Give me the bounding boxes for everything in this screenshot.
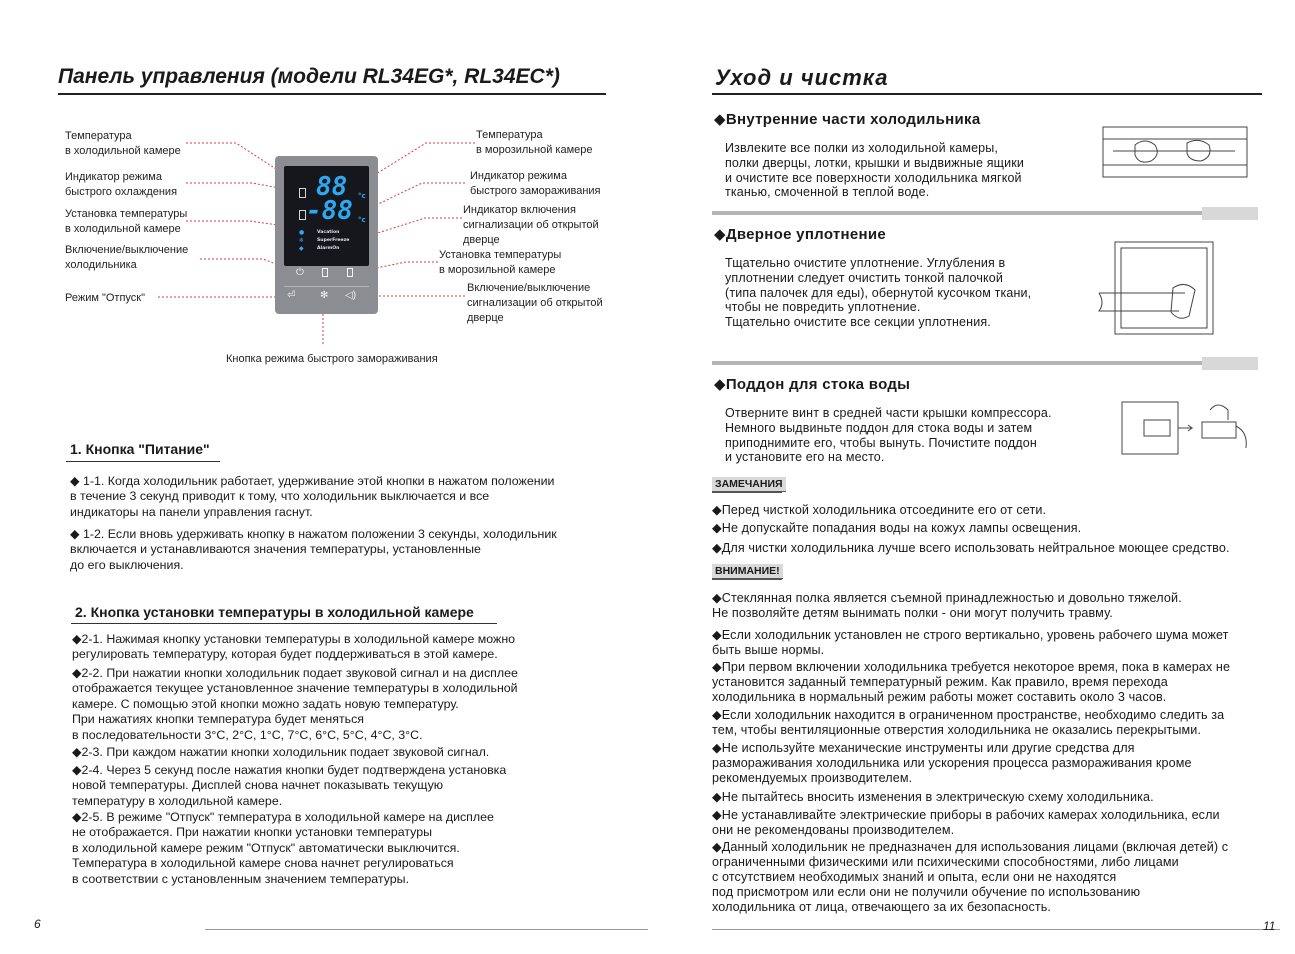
section1-item-2: ◆ 1-2. Если вновь удерживать кнопку в нажатом положении 3 секунды, холодильник включается и устанавливаются значения температуры, установленные до его выключения.	[70, 527, 557, 572]
section-interior-divider	[712, 211, 1202, 215]
right-title-rule	[712, 93, 1262, 95]
section2-underline	[71, 623, 497, 624]
gasket-cleaning-illustration	[1095, 238, 1220, 338]
warning-5: ◆Не используйте механические инструменты или другие средства для размораживания холодильника или ускорения процесса размораживания кроме рекомендуемых производителем.	[712, 741, 1192, 785]
section-gasket-text: Тщательно очистите уплотнение. Углубления в уплотнении следует очистить тонкой палочкой (типа палочек для еды), обернутой кусочком ткани, чтобы не повредить уплотнение. Тщательно очистите все секции уплотнения.	[725, 256, 1032, 330]
warning-8: ◆Данный холодильник не предназначен для использования лицами (включая детей) с ограниченными физическими или психическими способностями, либо лицами с отсутствием необходимых знаний и опыта, если они не находятся под присмотром или если они не получили обучение по использованию холодильника от лица, отвечающего за их безопасность.	[712, 840, 1229, 914]
left-page-title: Панель управления (модели RL34EG*, RL34EC*)	[58, 65, 560, 88]
label-fast-freeze-button: Кнопка режима быстрого замораживания	[226, 353, 438, 365]
warning-7: ◆Не устанавливайте электрические приборы в рабочих камерах холодильника, если они не рекомендованы производителем.	[712, 808, 1220, 837]
section1-heading: 1. Кнопка "Питание"	[70, 441, 210, 457]
right-page-title: Уход и чистка	[715, 65, 889, 90]
power-button-icon[interactable]: ⏻	[296, 267, 304, 278]
notes-badge-line	[712, 492, 782, 493]
freezer-temp-digits: -88	[306, 196, 353, 226]
section-gasket-divider-tab	[1202, 357, 1258, 370]
freezer-compartment-icon	[299, 210, 306, 220]
label-fast-cool-indicator: Индикатор режима быстрого охлаждения	[65, 171, 178, 198]
label-set-temp-fridge: Установка температуры в холодильной камере	[65, 208, 188, 235]
section-interior-heading: ◆Внутренние части холодильника	[714, 111, 981, 128]
section-gasket-divider	[712, 361, 1202, 365]
superfreeze-indicator: SuperFreeze	[317, 238, 350, 243]
shelf-removal-illustration	[1095, 125, 1255, 180]
note-2: ◆Не допускайте попадания воды на кожух лампы освещения.	[712, 521, 1082, 535]
label-power-fridge: Включение/выключение холодильника	[65, 244, 189, 271]
section1-item-1: ◆ 1-1. Когда холодильник работает, удерживание этой кнопки в нажатом положении в течение 3 секунд приводит к тому, что холодильник выключается и все индикаторы на панели управления гаснут.	[70, 474, 555, 519]
warning-6: ◆Не пытайтесь вносить изменения в электрическую схему холодильника.	[712, 790, 1154, 804]
note-3: ◆Для чистки холодильника лучше всего использовать нейтральное моющее средство.	[712, 541, 1230, 555]
freezer-set-button-icon[interactable]	[347, 268, 353, 277]
label-door-alarm-indicator: Индикатор включения сигнализации об открытой дверце	[463, 204, 599, 246]
warning-badge: ВНИМАНИЕ!	[712, 564, 783, 579]
right-page-number: 11	[1263, 919, 1276, 933]
note-1: ◆Перед чисткой холодильника отсоедините его от сети.	[712, 503, 1047, 517]
section-interior-divider-tab	[1202, 207, 1258, 220]
section-gasket-heading: ◆Дверное уплотнение	[714, 226, 887, 243]
fridge-temp-digits: 88	[316, 172, 348, 202]
control-panel-illustration	[275, 156, 378, 314]
vacation-indicator-icon: ●	[299, 229, 305, 236]
alarmon-indicator: AlarmOn	[317, 246, 340, 251]
alarm-indicator-icon: ◆	[299, 245, 304, 252]
section2-item-2: ◆2-2. При нажатии кнопки холодильник подает звуковой сигнал и на дисплее отображается текущее установленное значение температуры в холодильной камере. С помощью этой кнопки можно задать новую температуру. При нажатиях кнопки температура будет меняться в последовательности 3°C, 2°C, 1°C, 7°C, 6°C, 5°C, 4°C, 3°C.	[72, 666, 518, 742]
freezer-temp-unit: °c	[358, 216, 366, 224]
warning-badge-line	[712, 579, 782, 580]
section2-heading: 2. Кнопка установки температуры в холодильной камере	[75, 604, 474, 620]
section-interior-text: Извлеките все полки из холодильной камеры, полки дверцы, лотки, крышки и выдвижные ящики и очистите все поверхности холодильника мягкой тканью, смоченной в теплой воде.	[725, 141, 1024, 200]
section2-item-1: ◆2-1. Нажимая кнопку установки температуры в холодильной камере можно регулировать температуру, которая будет поддерживаться в этой камере.	[72, 632, 516, 662]
section-drain-text: Отверните винт в средней части крышки компрессора. Немного выдвиньте поддон для стока воды и затем приподнимите его, чтобы вынуть. Почистите поддон и установите его на место.	[725, 406, 1052, 465]
gasket-cleaning-drawing	[1095, 238, 1220, 338]
label-door-alarm-toggle: Включение/выключение сигнализации об открытой дверце	[467, 282, 603, 324]
label-vacation-mode: Режим "Отпуск"	[65, 292, 146, 304]
warning-1: ◆Стеклянная полка является съемной принадлежностью и довольно тяжелой. Не позволяйте детям вынимать полки - они могут получить травму.	[712, 591, 1182, 620]
left-footer-line	[205, 929, 648, 930]
door-alarm-button-icon[interactable]: ◁)	[345, 290, 357, 301]
panel-divider	[284, 286, 369, 287]
label-set-temp-freezer: Установка температуры в морозильной камере	[439, 249, 562, 276]
fridge-temp-unit: °c	[358, 192, 366, 200]
section-drain-heading: ◆Поддон для стока воды	[714, 376, 911, 393]
section2-item-3: ◆2-3. При каждом нажатии кнопки холодильник подает звуковой сигнал.	[72, 745, 490, 759]
label-fast-freeze-indicator: Индикатор режима быстрого замораживания	[470, 170, 601, 197]
fast-freeze-button-icon[interactable]: ✻	[320, 290, 329, 301]
superfreeze-indicator-icon: ❄	[299, 237, 305, 244]
label-temp-fridge: Температура в холодильной камере	[65, 130, 181, 157]
drain-pan-illustration	[1118, 400, 1258, 458]
left-page-number: 6	[34, 917, 41, 931]
fridge-compartment-icon	[299, 188, 306, 198]
vacation-button-icon[interactable]: ⏎	[287, 290, 296, 301]
section2-item-5: ◆2-5. В режиме "Отпуск" температура в холодильной камере на дисплее не отображается. При нажатии кнопки установки температуры в холодильной камере режим "Отпуск" автоматически выключится. Температура в холодильной камере снова начнет регулироваться в соответствии с установленным значением температуры.	[72, 810, 494, 886]
display-screen	[284, 166, 369, 266]
section1-underline	[66, 461, 220, 462]
section2-item-4: ◆2-4. Через 5 секунд после нажатия кнопки будет подтверждена установка новой температуры. Дисплей снова начнет показывать текущую температуру в холодильной камере.	[72, 763, 507, 808]
vacation-indicator: Vacation	[317, 230, 340, 235]
fridge-set-button-icon[interactable]	[322, 268, 328, 277]
right-footer-line	[712, 929, 1280, 930]
drain-pan-drawing	[1118, 400, 1258, 458]
warning-4: ◆Если холодильник находится в ограниченном пространстве, необходимо следить за тем, чтобы вентиляционные отверстия холодильника не оказались перекрытыми.	[712, 708, 1225, 737]
shelf-removal-drawing	[1095, 125, 1255, 180]
label-temp-freezer: Температура в морозильной камере	[476, 129, 593, 156]
warning-2: ◆Если холодильник установлен не строго вертикально, уровень рабочего шума может быть выше нормы.	[712, 628, 1229, 657]
warning-3: ◆При первом включении холодильника требуется некоторое время, пока в камерах не установится заданный температурный режим. Как правило, время перехода холодильника в нормальный режим работы может составить около 3 часов.	[712, 660, 1231, 704]
notes-badge: ЗАМЕЧАНИЯ	[712, 477, 786, 492]
